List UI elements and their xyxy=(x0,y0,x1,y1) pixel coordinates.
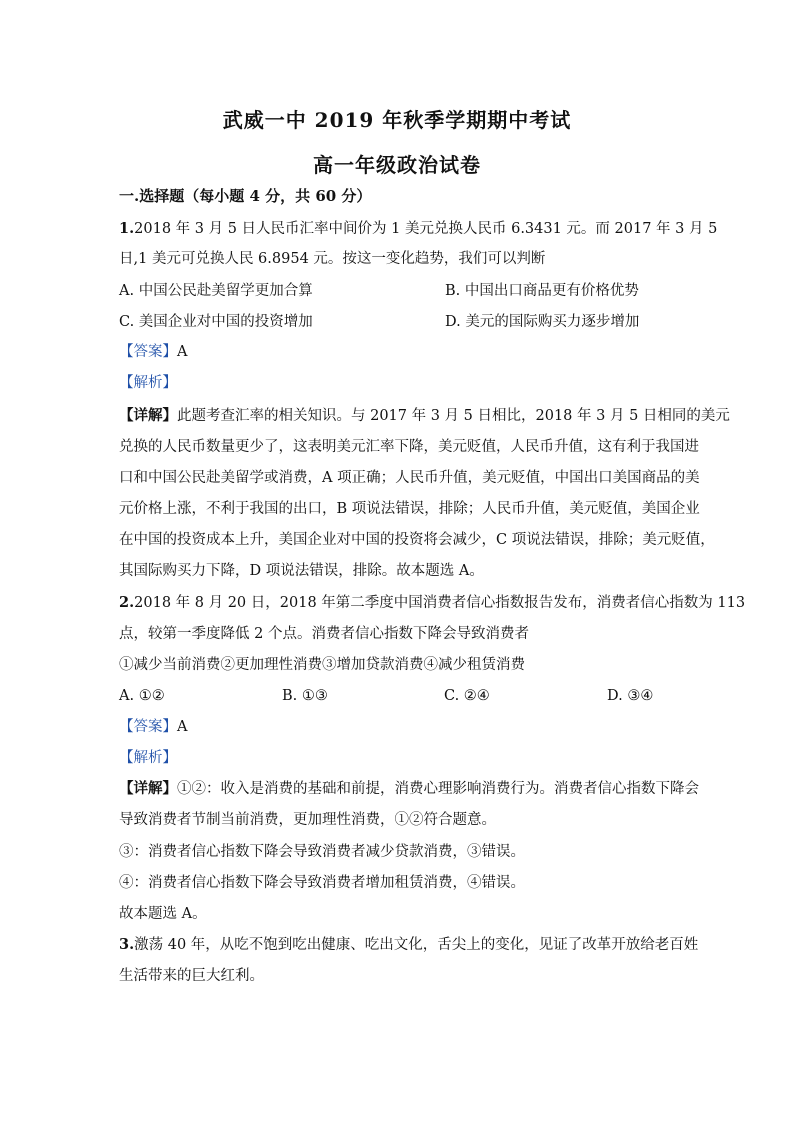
q2-detail-tag: 【详解】 xyxy=(119,780,177,797)
section-heading: 一.选择题（每小题 4 分，共 60 分） xyxy=(119,187,372,205)
q2-option-d: D. ③④ xyxy=(607,688,654,704)
q2-stem-line-2: 点，较第一季度降低 2 个点。消费者信心指数下降会导致消费者 xyxy=(119,626,529,642)
q1-number: 1. xyxy=(119,220,135,237)
q3-stem-text-1: 激荡 40 年，从吃不饱到吃出健康、吃出文化，舌尖上的变化，见证了改革开放给老百姓 xyxy=(134,937,699,953)
q2-option-b: B. ①③ xyxy=(282,688,328,704)
q2-detail-text-1: ①②：收入是消费的基础和前提，消费心理影响消费行为。消费者信心指数下降会 xyxy=(177,781,699,797)
q3-stem-line-1 xyxy=(119,935,699,955)
q2-detail-line-2: 导致消费者节制当前消费，更加理性消费，①②符合题意。 xyxy=(119,812,496,828)
q2-stem-text-1: 2018 年 8 月 20 日，2018 年第二季度中国消费者信心指数报告发布，消费者信心指数为 113 xyxy=(134,595,746,611)
q1-stem-line-1 xyxy=(119,219,718,239)
q3-stem-line-2: 生活带来的巨大红利。 xyxy=(119,968,264,984)
q1-detail-text-1: 此题考查汇率的相关知识。与 2017 年 3 月 5 日相比，2018 年 3 月 5 日相同的美元 xyxy=(177,408,730,424)
q2-detail-line-4: ④：消费者信心指数下降会导致消费者增加租赁消费，④错误。 xyxy=(119,875,525,891)
q1-detail-line-2: 兑换的人民币数量更少了，这表明美元汇率下降，美元贬值，人民币升值，这有利于我国进 xyxy=(119,439,699,455)
q1-analysis-tag: 【解析】 xyxy=(119,375,177,391)
q1-option-a: A. 中国公民赴美留学更加合算 xyxy=(119,283,313,299)
q1-answer-tag: 【答案】 xyxy=(119,344,177,360)
q1-option-d: D. 美元的国际购买力逐步增加 xyxy=(445,314,640,330)
q2-answer-tag: 【答案】 xyxy=(119,719,177,735)
q1-answer: A xyxy=(177,344,188,360)
q1-stem-line-2: 日,1 美元可兑换人民 6.8954 元。按这一变化趋势，我们可以判断 xyxy=(119,251,546,267)
q2-answer-line xyxy=(119,717,679,737)
q1-option-c: C. 美国企业对中国的投资增加 xyxy=(119,314,313,330)
q1-detail-line-3: 口和中国公民赴美留学或消费，A 项正确；人民币升值，美元贬值，中国出口美国商品的美 xyxy=(119,470,700,486)
q2-option-a: A. ①② xyxy=(119,688,165,704)
q1-option-b: B. 中国出口商品更有价格优势 xyxy=(445,283,639,299)
q2-detail-line-1 xyxy=(119,779,699,799)
q1-detail-line-6: 其国际购买力下降，D 项说法错误，排除。故本题选 A。 xyxy=(119,563,484,579)
q2-analysis-tag: 【解析】 xyxy=(119,750,177,766)
q1-answer-line xyxy=(119,342,679,362)
q1-detail-line-1 xyxy=(119,406,730,426)
exam-title: 武威一中 2019 年秋季学期期中考试 xyxy=(222,108,572,132)
q1-detail-tag: 【详解】 xyxy=(119,407,177,424)
q2-stem-line-1 xyxy=(119,593,746,613)
q2-detail-line-3: ③：消费者信心指数下降会导致消费者减少贷款消费，③错误。 xyxy=(119,844,525,860)
q2-number: 2. xyxy=(119,594,135,611)
q1-stem-text-1: 2018 年 3 月 5 日人民币汇率中间价为 1 美元兑换人民币 6.3431 元。而 2017 年 3 月 5 xyxy=(134,221,718,237)
q2-option-c: C. ②④ xyxy=(444,688,490,704)
q3-number: 3. xyxy=(119,936,135,953)
q1-detail-line-4: 元价格上涨，不利于我国的出口，B 项说法错误，排除；人民币升值，美元贬值，美国企业 xyxy=(119,501,700,517)
q2-answer: A xyxy=(177,719,188,735)
q2-stem-line-3: ①减少当前消费②更加理性消费③增加贷款消费④减少租赁消费 xyxy=(119,657,525,673)
q2-conclusion: 故本题选 A。 xyxy=(119,906,207,922)
q1-detail-line-5: 在中国的投资成本上升，美国企业对中国的投资将会减少，C 项说法错误，排除；美元贬值， xyxy=(119,532,715,548)
exam-subtitle: 高一年级政治试卷 xyxy=(313,153,481,177)
